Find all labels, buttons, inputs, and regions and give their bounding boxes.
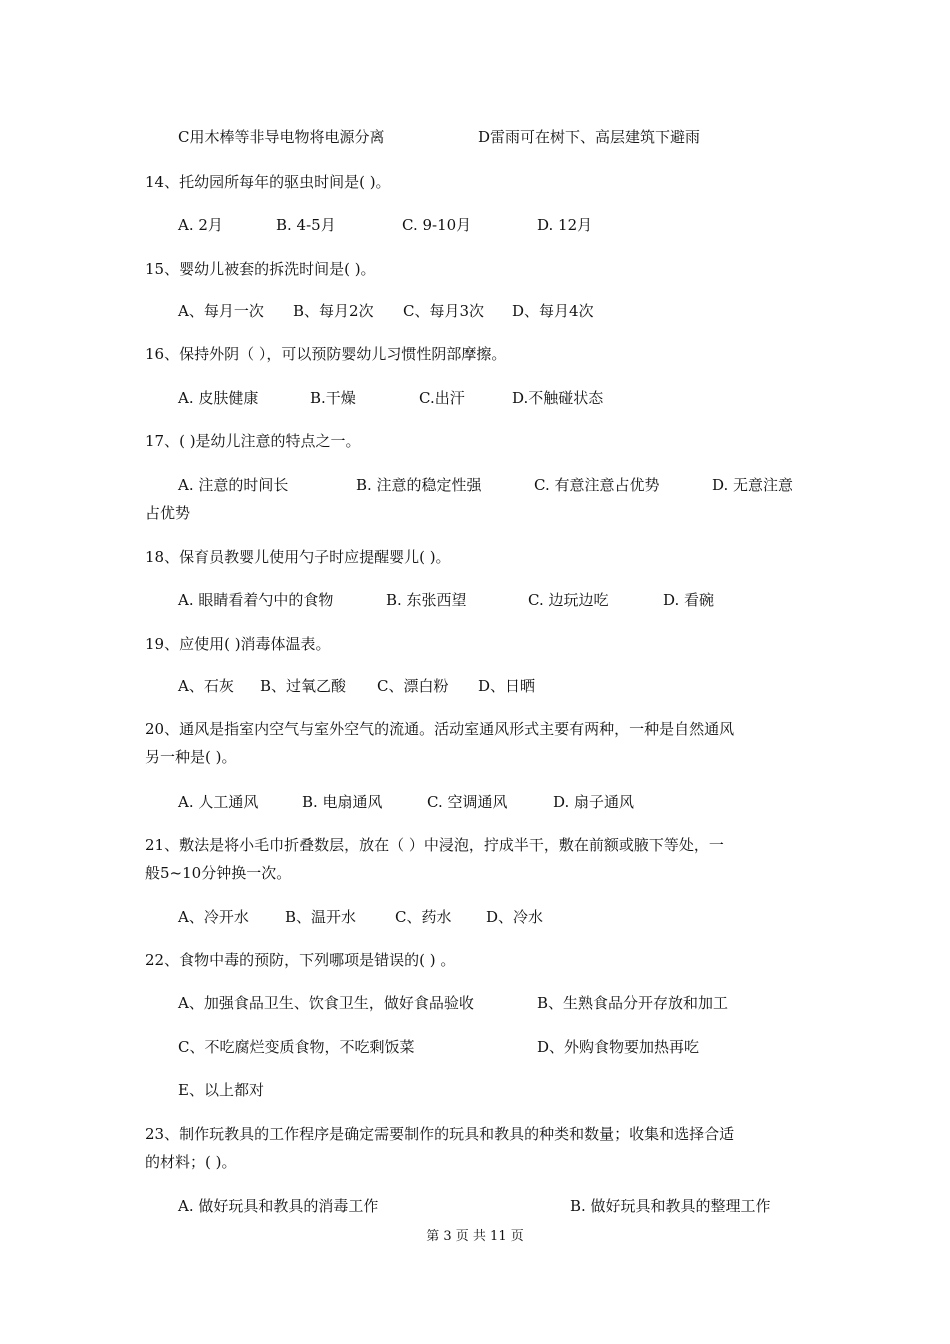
option-text: B、生熟食品分开存放和加工 <box>537 994 729 1012</box>
question-16 <box>0 342 950 366</box>
question-22-options-cd <box>0 1035 950 1059</box>
option-text: B. 东张西望 <box>386 591 467 609</box>
option-text: B.干燥 <box>310 389 356 407</box>
question-23 <box>0 1122 950 1146</box>
option-text: A. 做好玩具和教具的消毒工作 <box>178 1197 379 1215</box>
option-text: A. 2月 <box>178 216 223 234</box>
option-text: C、不吃腐烂变质食物，不吃剩饭菜 <box>178 1038 415 1056</box>
line-text: 19、应使用( )消毒体温表。 <box>145 635 331 653</box>
question-15-options <box>0 299 950 323</box>
option-text: C. 空调通风 <box>427 793 508 811</box>
question-20-options <box>0 790 950 814</box>
line-text: 21、敷法是将小毛巾折叠数层，放在（ ）中浸泡，拧成半干，敷在前额或腋下等处，一 <box>145 836 724 854</box>
option-text: A. 皮肤健康 <box>178 389 259 407</box>
option-text: D、冷水 <box>486 908 544 926</box>
question-14-options <box>0 213 950 237</box>
page-footer: 第 3 页 共 11 页 <box>426 1229 524 1244</box>
option-text: D. 看碗 <box>663 591 715 609</box>
option-text: A、加强食品卫生、饮食卫生，做好食品验收 <box>178 994 474 1012</box>
option-text: D. 扇子通风 <box>553 793 635 811</box>
question-17 <box>0 429 950 453</box>
option-text: A、石灰 <box>178 677 234 695</box>
question-22 <box>0 948 950 972</box>
line-text: 23、制作玩教具的工作程序是确定需要制作的玩具和教具的种类和数量；收集和选择合适 <box>145 1125 735 1143</box>
line-text: 16、保持外阴（ ），可以预防婴幼儿习惯性阴部摩擦。 <box>145 345 507 363</box>
question-18-options <box>0 588 950 612</box>
question-16-options <box>0 386 950 410</box>
item-13-cd <box>0 125 950 149</box>
question-22-options-ab <box>0 991 950 1015</box>
question-23-cont <box>0 1150 950 1174</box>
question-22-options-e <box>0 1078 950 1102</box>
option-text: B. 4-5月 <box>276 216 336 234</box>
option-text: C用木棒等非导电物将电源分离 <box>178 128 385 146</box>
question-20 <box>0 717 950 741</box>
option-text: D、每月4次 <box>512 302 594 320</box>
option-text: C、药水 <box>395 908 452 926</box>
option-text: C、漂白粉 <box>377 677 449 695</box>
option-text: C. 9-10月 <box>402 216 472 234</box>
question-17-options-cont <box>0 501 950 525</box>
option-text: B、每月2次 <box>293 302 374 320</box>
question-21-options <box>0 905 950 929</box>
option-text: A、每月一次 <box>178 302 264 320</box>
option-text: C. 边玩边吃 <box>528 591 609 609</box>
option-text: A、冷开水 <box>178 908 249 926</box>
line-text: 15、婴幼儿被套的拆洗时间是( )。 <box>145 260 376 278</box>
line-text: 的材料；( )。 <box>145 1153 237 1171</box>
line-text: 另一种是( )。 <box>145 748 237 766</box>
question-15 <box>0 257 950 281</box>
question-17-options <box>0 473 950 497</box>
option-text: D雷雨可在树下、高层建筑下避雨 <box>478 128 701 146</box>
line-text: 18、保育员教婴儿使用勺子时应提醒婴儿( )。 <box>145 548 451 566</box>
option-text: B. 注意的稳定性强 <box>356 476 482 494</box>
option-text: D、日晒 <box>478 677 536 695</box>
option-text: B. 电扇通风 <box>302 793 383 811</box>
question-23-options <box>0 1194 950 1218</box>
option-text: A. 眼睛看着勺中的食物 <box>178 591 334 609</box>
option-text: C.出汗 <box>419 389 465 407</box>
question-19 <box>0 632 950 656</box>
option-text: D.不触碰状态 <box>512 389 604 407</box>
line-text: 占优势 <box>145 504 191 522</box>
line-text: E、以上都对 <box>178 1081 264 1099</box>
option-text: C. 有意注意占优势 <box>534 476 660 494</box>
option-text: B、温开水 <box>285 908 357 926</box>
option-text: D. 无意注意 <box>712 476 794 494</box>
line-text: 14、托幼园所每年的驱虫时间是( )。 <box>145 173 391 191</box>
line-text: 22、食物中毒的预防，下列哪项是错误的( ) 。 <box>145 951 456 969</box>
option-text: D、外购食物要加热再吃 <box>537 1038 700 1056</box>
option-text: C、每月3次 <box>403 302 485 320</box>
option-text: A. 注意的时间长 <box>178 476 289 494</box>
line-text: 17、( )是幼儿注意的特点之一。 <box>145 432 361 450</box>
option-text: D. 12月 <box>537 216 593 234</box>
question-20-cont <box>0 745 950 769</box>
question-21-cont <box>0 861 950 885</box>
option-text: B. 做好玩具和教具的整理工作 <box>570 1197 771 1215</box>
question-21 <box>0 833 950 857</box>
question-19-options <box>0 674 950 698</box>
question-14 <box>0 170 950 194</box>
line-text: 般5~10分钟换一次。 <box>145 864 292 882</box>
question-18 <box>0 545 950 569</box>
option-text: B、过氧乙酸 <box>260 677 347 695</box>
line-text: 20、通风是指室内空气与室外空气的流通。活动室通风形式主要有两种，一种是自然通风 <box>145 720 735 738</box>
option-text: A. 人工通风 <box>178 793 259 811</box>
